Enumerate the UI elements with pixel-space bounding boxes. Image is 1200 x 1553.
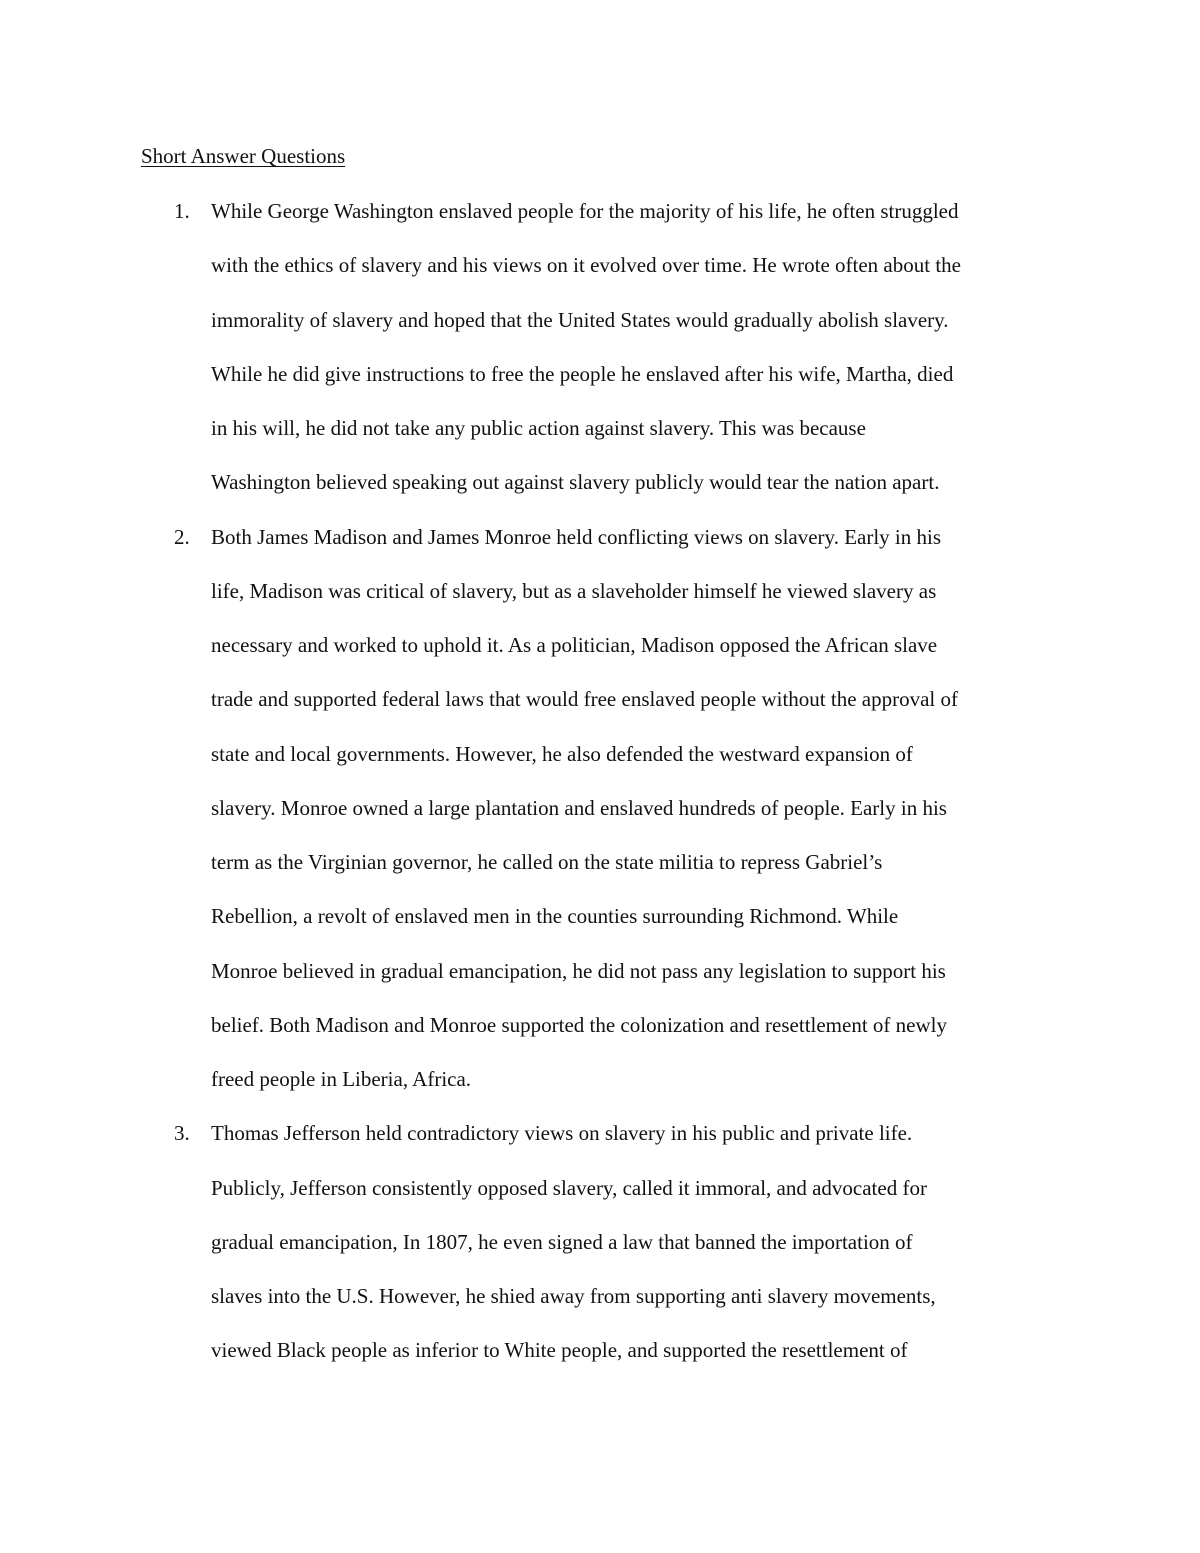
- question-text-line: Both James Madison and James Monroe held conflicting views on slavery. Early in his: [211, 524, 942, 549]
- question-text-line: necessary and worked to uphold it. As a politician, Madison opposed the African slave: [211, 633, 938, 657]
- question-text-line: While George Washington enslaved people for the majority of his life, he often struggled: [211, 199, 959, 223]
- question-text-line: Rebellion, a revolt of enslaved men in the counties surrounding Richmond. While: [211, 904, 899, 929]
- question-text-line: slavery. Monroe owned a large plantation and enslaved hundreds of people. Early in his: [211, 795, 947, 820]
- question-text-line: term as the Virginian governor, he called on the state militia to repress Gabriel’s: [211, 850, 883, 874]
- question-text-line: freed people in Liberia, Africa.: [211, 1067, 472, 1091]
- question-number: 3.: [174, 1121, 190, 1146]
- question-text-line: Monroe believed in gradual emancipation, he did not pass any legislation to support his: [211, 958, 946, 983]
- question-text-line: immorality of slavery and hoped that the United States would gradually abolish slavery.: [211, 307, 949, 332]
- question-text-line: trade and supported federal laws that would free enslaved people without the approval of: [211, 687, 958, 712]
- question-text-line: belief. Both Madison and Monroe supported the colonization and resettlement of newly: [211, 1012, 947, 1037]
- question-text-line: in his will, he did not take any public action against slavery. This was because: [211, 416, 866, 440]
- question-text-line: gradual emancipation, In 1807, he even signed a law that banned the importation of: [211, 1229, 913, 1254]
- question-text-line: with the ethics of slavery and his views on it evolved over time. He wrote often about the: [211, 253, 961, 278]
- question-text-line: slaves into the U.S. However, he shied away from supporting anti slavery movements,: [211, 1284, 936, 1308]
- question-text-line: Publicly, Jefferson consistently opposed slavery, called it immoral, and advocated for: [211, 1175, 927, 1200]
- question-text-line: state and local governments. However, he also defended the westward expansion of: [211, 741, 913, 766]
- page-heading: Short Answer Questions: [141, 144, 346, 168]
- question-text-line: Washington believed speaking out against slavery publicly would tear the nation apart.: [211, 470, 940, 495]
- question-text-line: life, Madison was critical of slavery, but as a slaveholder himself he viewed slavery as: [211, 578, 937, 603]
- question-text-line: viewed Black people as inferior to White people, and supported the resettlement of: [211, 1338, 908, 1363]
- question-number: 1.: [174, 199, 190, 223]
- question-text-line: Thomas Jefferson held contradictory views on slavery in his public and private life.: [211, 1121, 913, 1146]
- question-text-line: While he did give instructions to free the people he enslaved after his wife, Martha, died: [211, 361, 954, 386]
- question-number: 2.: [174, 524, 190, 549]
